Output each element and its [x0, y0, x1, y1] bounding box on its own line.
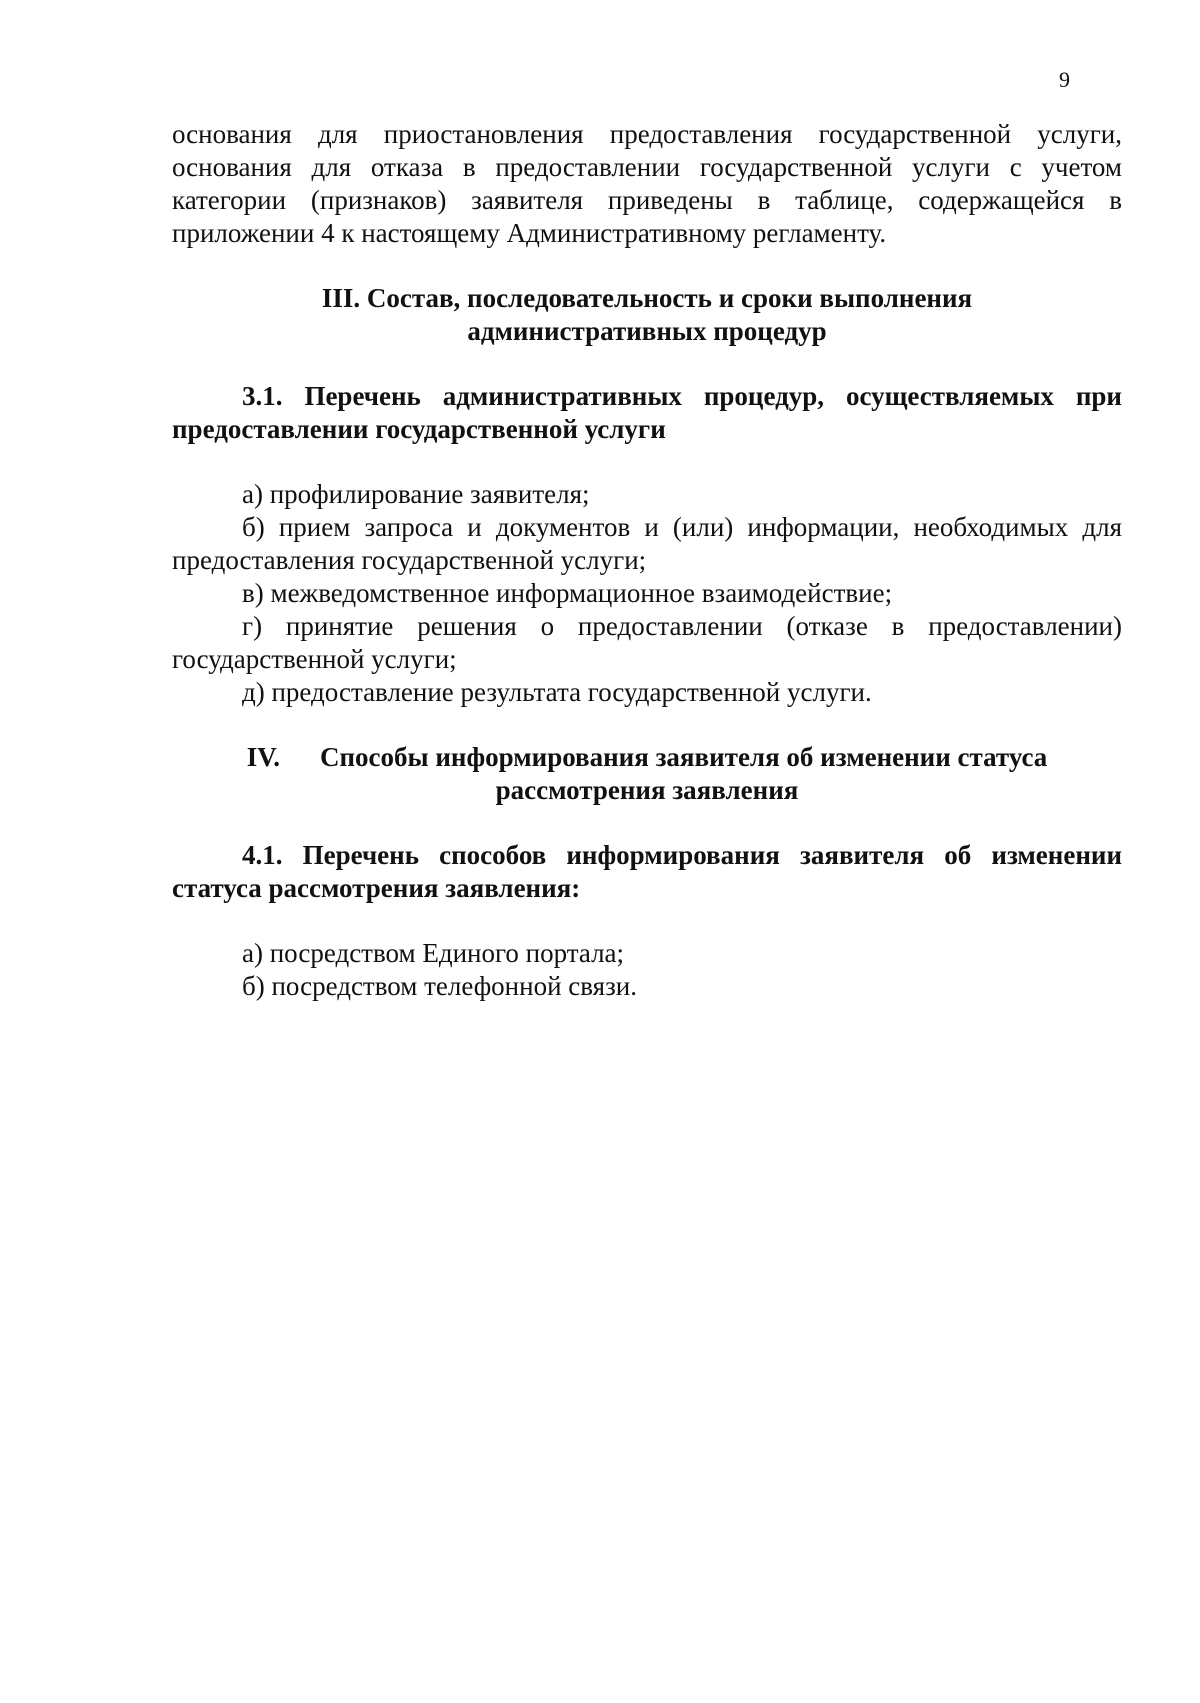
section-3-heading-line2: административных процедур: [467, 316, 827, 346]
section-4-1-subheading: 4.1. Перечень способов информирования заявителя об изменении статуса рассмотрения заявления:: [172, 840, 1122, 903]
list-item: а) посредством Единого портала;: [242, 938, 625, 968]
list-item: б) прием запроса и документов и (или) информации, необходимых для предоставления государственной услуги;: [172, 512, 1122, 575]
list-item: в) межведомственное информационное взаимодействие;: [242, 578, 893, 608]
page-number: 9: [1059, 67, 1070, 92]
section-4-heading-line1: [172, 741, 1122, 774]
section-4-heading-line2: рассмотрения заявления: [495, 775, 799, 805]
list-item: а) профилирование заявителя;: [242, 479, 590, 509]
section-3-heading-line1: III. Состав, последовательность и сроки выполнения: [321, 283, 973, 313]
page-content: [172, 118, 1122, 1003]
section-4-heading: [172, 741, 1122, 807]
section-3-procedure-list: [172, 478, 1122, 709]
section-4-heading-text: Способы информирования заявителя об изменении статуса: [319, 742, 1048, 772]
intro-paragraph: основания для приостановления предоставления государственной услуги, основания для отказа в предоставлении государственной услуги с учетом категории (признаков) заявителя приведены в таблице, содержащейся в приложении 4 к настоящему Административному регламенту.: [172, 119, 1122, 248]
list-item: б) посредством телефонной связи.: [242, 971, 637, 1001]
section-4-number: IV.: [246, 742, 280, 772]
section-4-method-list: [172, 937, 1122, 1003]
list-item: г) принятие решения о предоставлении (отказе в предоставлении) государственной услуги;: [172, 611, 1122, 674]
section-3-1-subheading: 3.1. Перечень административных процедур, осуществляемых при предоставлении государственной услуги: [172, 381, 1122, 444]
section-3-heading: [172, 282, 1122, 348]
list-item: д) предоставление результата государственной услуги.: [242, 677, 872, 707]
